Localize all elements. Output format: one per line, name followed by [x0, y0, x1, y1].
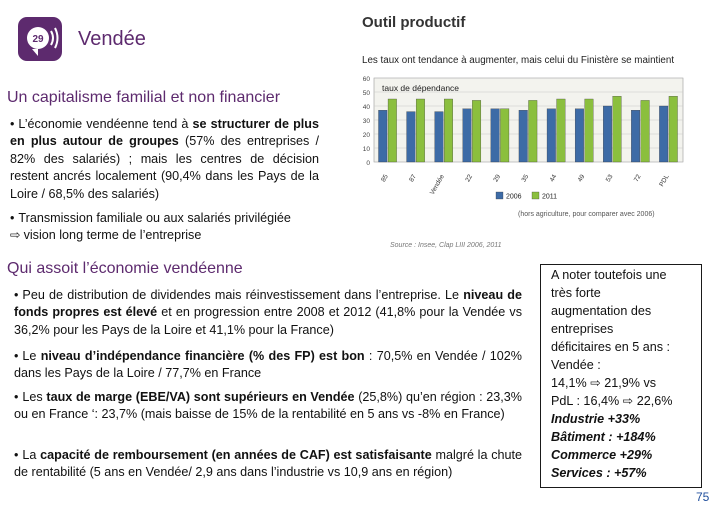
- y-tick-label: 50: [362, 90, 370, 97]
- section2-paragraph4: • La capacité de remboursement (en années de CAF) est satisfaisante malgré la chute de rentabilité (5 ans en Vendée/ 2,9 ans dans l’industrie vs 10,9 ans en région): [14, 448, 523, 480]
- bar-2006: [547, 109, 556, 162]
- bar-2011: [388, 99, 397, 162]
- dependency-rate-chart: [348, 74, 693, 244]
- page-number: 75: [696, 490, 710, 504]
- x-tick-label: 49: [576, 173, 587, 184]
- bar-2006: [575, 109, 584, 162]
- section1-paragraph2: • Transmission familiale ou aux salariés privilégiée ⇨ vision long terme de l’entreprise: [10, 210, 330, 245]
- legend-label: 2006: [506, 193, 522, 201]
- bar-2011: [641, 100, 650, 162]
- y-tick-label: 40: [362, 104, 370, 111]
- note-line-vendee: 14,1% ⇨ 21,9% vs: [551, 376, 657, 390]
- bar-2006: [519, 110, 528, 162]
- section1-paragraph1: • L’économie vendéenne tend à se structurer de plus en plus autour de groupes (57% des entreprises / 82% des salariés) ; mais les centres de décision restent ancrés localement (90,4% dans les Pays de la Loire / 68,5% des salariés): [10, 117, 320, 201]
- y-tick-label: 0: [366, 160, 370, 167]
- figure-source: Source : Insee, Clap LIII 2006, 2011: [390, 242, 502, 249]
- x-tick-label: 85: [380, 173, 390, 184]
- bar-2011: [416, 99, 425, 162]
- section2-heading: Qui assoit l’économie vendéenne: [7, 260, 243, 277]
- logo-number: 29: [32, 34, 44, 45]
- y-tick-label: 30: [362, 118, 370, 125]
- bar-2006: [407, 112, 416, 162]
- note-line: augmentation des: [551, 304, 652, 318]
- section2-paragraph3: • Les taux de marge (EBE/VA) sont supérieurs en Vendée (25,8%) qu’en région : 23,3% ou en France ‘: 23,7% (mais baisse de 15% de la rentabilité en 5 ans vs -8% en France): [14, 390, 522, 422]
- note-line: très forte: [551, 286, 601, 300]
- y-tick-label: 10: [362, 146, 370, 153]
- x-tick-label: 87: [408, 173, 418, 184]
- figure-footnote: (hors agriculture, pour comparer avec 2006): [518, 211, 655, 218]
- bar-2011: [613, 96, 622, 162]
- note-line-pdl: PdL : 16,4% ⇨ 22,6%: [551, 394, 673, 408]
- bar-2006: [378, 110, 387, 162]
- note-sector: Industrie +33%: [551, 412, 641, 426]
- x-tick-label: 44: [548, 173, 559, 184]
- y-tick-label: 20: [362, 132, 370, 139]
- bullet: •: [14, 349, 19, 363]
- section2-paragraph1: • Peu de distribution de dividendes mais réinvestissement dans l’entreprise. Le niveau de fonds propres est élevé et en progression entre 2008 et 2012 (41,8% pour la Vendée vs 36,2% pour les Pays de la Loire et 41,1% pour la France): [14, 288, 523, 337]
- bar-2006: [603, 106, 612, 162]
- y-tick-label: 60: [362, 76, 370, 83]
- note-text: [551, 266, 691, 482]
- section1-heading: Un capitalisme familial et non financier: [7, 89, 281, 106]
- legend-label: 2011: [542, 193, 558, 201]
- figure-title: Outil productif: [362, 14, 466, 31]
- bullet: •: [14, 390, 19, 404]
- bar-2006: [659, 106, 668, 162]
- bar-2011: [669, 96, 678, 162]
- x-tick-label: 22: [464, 173, 475, 184]
- bar-2011: [444, 99, 453, 162]
- figure-subtitle: Les taux ont tendance à augmenter, mais celui du Finistère se maintient: [362, 55, 675, 66]
- bar-2011: [585, 99, 594, 162]
- bar-2011: [472, 100, 481, 162]
- note-sector: Commerce +29%: [551, 448, 653, 462]
- logo: [18, 17, 62, 61]
- bar-2011: [557, 99, 566, 162]
- x-tick-label: 35: [520, 173, 531, 184]
- x-tick-label: Vendée: [428, 173, 446, 197]
- bullet: •: [10, 117, 15, 131]
- note-line: entreprises: [551, 322, 614, 336]
- x-tick-label: 53: [604, 173, 615, 184]
- legend-swatch-2011: [532, 192, 539, 199]
- logo-icon: [18, 17, 62, 61]
- note-line: déficitaires en 5 ans :: [551, 340, 671, 354]
- bullet: •: [14, 288, 19, 302]
- note-sector: Services : +57%: [551, 466, 647, 480]
- bar-2006: [491, 109, 500, 162]
- bar-2011: [500, 109, 509, 162]
- section2-paragraph2: • Le niveau d’indépendance financière (% des FP) est bon : 70,5% en Vendée / 102% dans les Pays de la Loire / 77,7% en France: [14, 349, 522, 381]
- note-line: Vendée :: [551, 358, 601, 372]
- arrow-right-icon: ⇨: [10, 228, 21, 243]
- bar-2006: [435, 112, 444, 162]
- x-tick-label: PDL: [658, 173, 671, 188]
- x-tick-label: 29: [492, 173, 503, 184]
- x-tick-label: 72: [632, 173, 643, 184]
- bullet: •: [10, 211, 15, 225]
- bar-2006: [631, 110, 640, 162]
- bullet: •: [14, 448, 19, 462]
- brand-name: Vendée: [78, 28, 146, 50]
- bar-2011: [529, 100, 538, 162]
- bar-2006: [463, 109, 472, 162]
- chart-title: taux de dépendance: [382, 83, 460, 93]
- note-sector: Bâtiment : +184%: [551, 430, 656, 444]
- legend-swatch-2006: [496, 192, 503, 199]
- note-line: A noter toutefois une: [551, 268, 667, 282]
